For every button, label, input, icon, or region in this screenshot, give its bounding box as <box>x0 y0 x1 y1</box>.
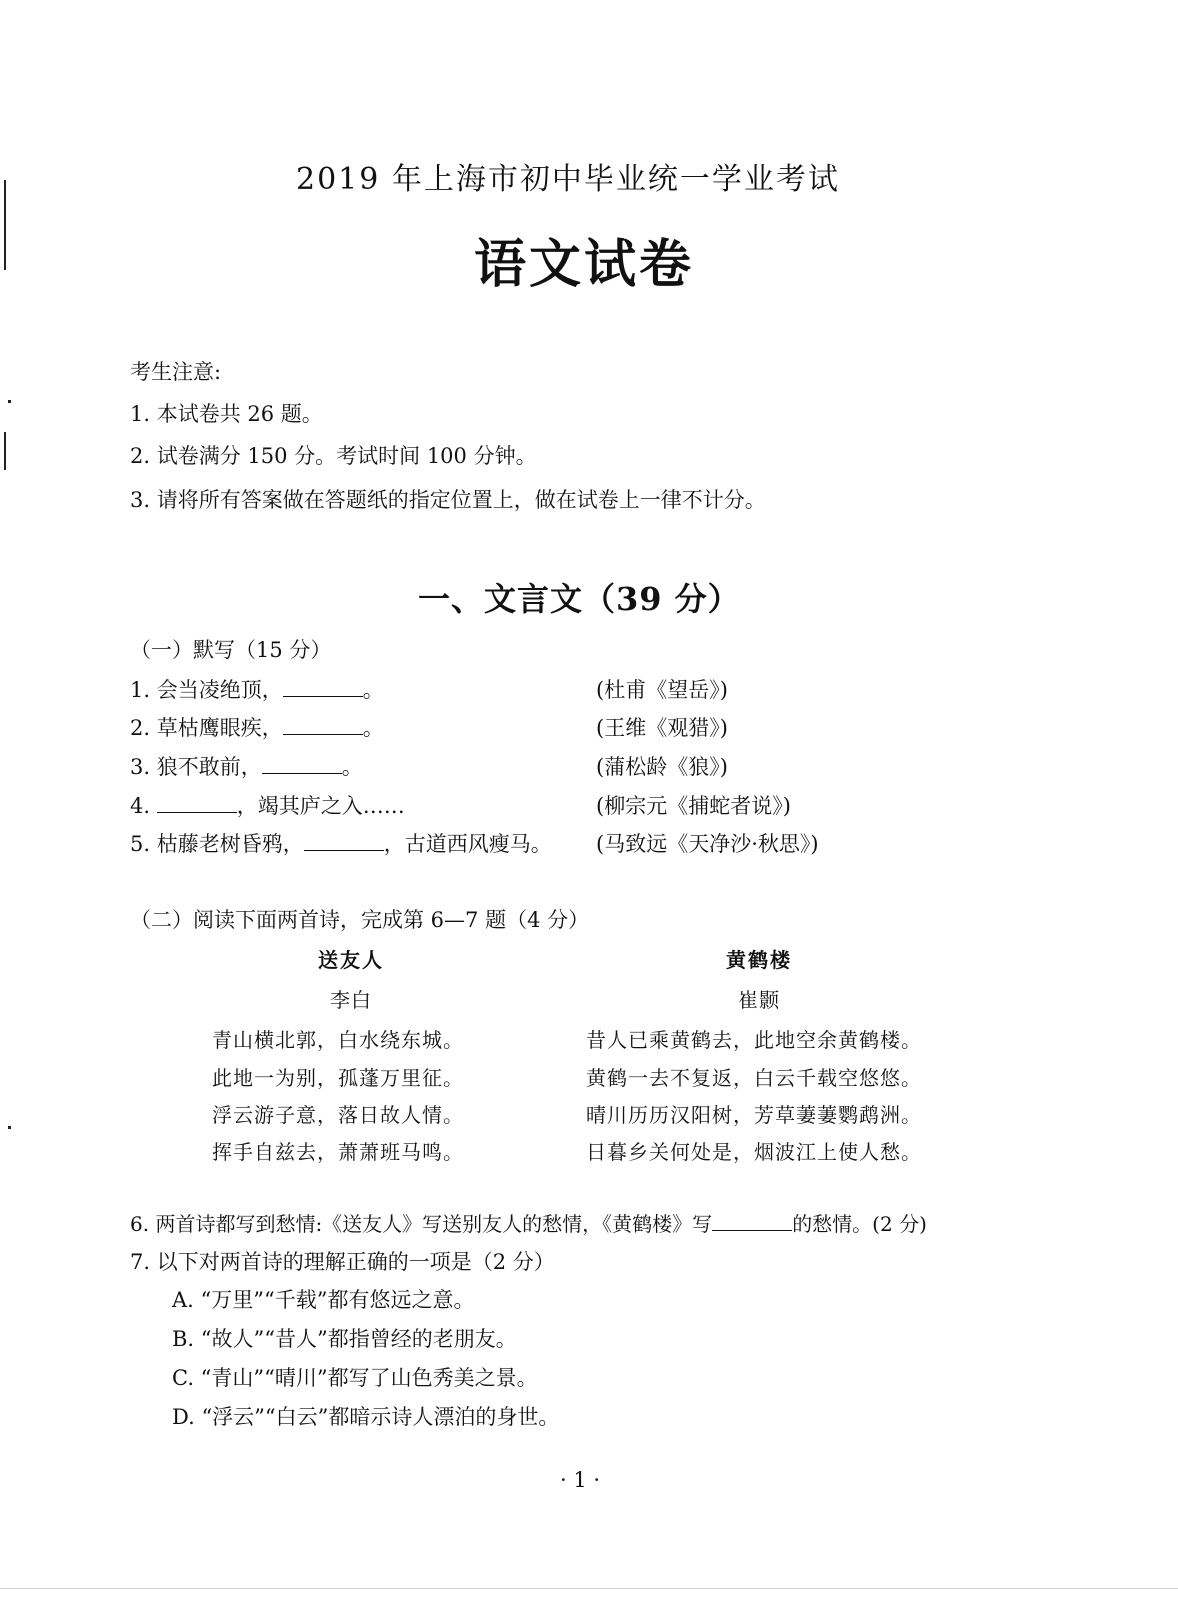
dictation-text: 3. 狼不敢前， <box>130 755 262 779</box>
dictation-text: 1. 会当凌绝顶， <box>130 678 283 702</box>
notice-item: 2. 试卷满分 150 分。考试时间 100 分钟。 <box>130 444 537 468</box>
dictation-item <box>130 828 552 858</box>
poem-line: 此地一为别，孤蓬万里征。 <box>212 1066 464 1090</box>
paper-title: 语文试卷 <box>474 234 695 295</box>
poem-line: 日暮乡关何处是，烟波江上使人愁。 <box>586 1140 922 1164</box>
poem-line: 挥手自兹去，萧萧班马鸣。 <box>212 1140 464 1164</box>
dictation-text: 5. 枯藤老树昏鸦， <box>130 832 304 856</box>
question-option: D. “浮云”“白云”都暗示诗人漂泊的身世。 <box>172 1405 560 1429</box>
question-6 <box>130 1208 927 1237</box>
dictation-source: (王维《观猎》) <box>596 716 728 740</box>
dictation-item <box>130 790 405 820</box>
dictation-source: (马致远《天净沙·秋思》) <box>596 832 819 856</box>
dictation-source: (杜甫《望岳》) <box>596 678 728 702</box>
dictation-source: (蒲松龄《狼》) <box>596 755 728 779</box>
answer-blank <box>283 716 363 735</box>
question-option: A. “万里”“千载”都有悠远之意。 <box>172 1288 475 1312</box>
answer-blank <box>283 678 363 697</box>
dictation-item <box>130 751 363 781</box>
dictation-text: 2. 草枯鹰眼疾， <box>130 716 283 740</box>
question-text: 的愁情。(2 分) <box>792 1212 927 1236</box>
dictation-text: 。 <box>341 755 363 779</box>
answer-blank <box>304 832 384 851</box>
dictation-text: ，竭其庐之入…… <box>236 794 405 818</box>
question-option: B. “故人”“昔人”都指曾经的老朋友。 <box>172 1327 517 1351</box>
scan-mark <box>8 400 11 403</box>
scan-mark <box>4 180 6 270</box>
poem-line: 昔人已乘黄鹤去，此地空余黄鹤楼。 <box>586 1028 922 1052</box>
poem-author: 李白 <box>330 988 372 1012</box>
section-title: 一、文言文（39 分） <box>418 580 741 618</box>
answer-blank <box>262 755 342 774</box>
answer-blank <box>712 1212 792 1231</box>
dictation-source: (柳宗元《捕蛇者说》) <box>596 794 791 818</box>
dictation-item <box>130 712 384 742</box>
answer-blank <box>157 794 237 813</box>
question-text: 6. 两首诗都写到愁情:《送友人》写送别友人的愁情，《黄鹤楼》写 <box>130 1212 713 1236</box>
scan-mark <box>4 432 6 470</box>
poem-line: 浮云游子意，落日故人情。 <box>212 1103 464 1127</box>
notice-heading: 考生注意: <box>130 360 222 384</box>
poem-line: 青山横北郭，白水绕东城。 <box>212 1028 464 1052</box>
question-option: C. “青山”“晴川”都写了山色秀美之景。 <box>172 1366 538 1390</box>
poem-title: 黄鹤楼 <box>726 948 792 972</box>
dictation-text: 。 <box>362 678 384 702</box>
part-heading: （二）阅读下面两首诗，完成第 6—7 题（4 分） <box>130 908 590 932</box>
poem-author: 崔颢 <box>738 988 780 1012</box>
poem-title: 送友人 <box>318 948 384 972</box>
page-number: · 1 · <box>560 1468 601 1492</box>
notice-item: 3. 请将所有答案做在答题纸的指定位置上，做在试卷上一律不计分。 <box>130 488 766 512</box>
poem-line: 黄鹤一去不复返，白云千载空悠悠。 <box>586 1066 922 1090</box>
dictation-item <box>130 674 384 704</box>
exam-title: 2019 年上海市初中毕业统一学业考试 <box>296 162 840 197</box>
dictation-text: 。 <box>362 716 384 740</box>
page-bottom-edge <box>0 1588 1178 1589</box>
scan-mark <box>8 1126 11 1129</box>
poem-line: 晴川历历汉阳树，芳草萋萋鹦鹉洲。 <box>586 1103 922 1127</box>
dictation-text: 4. <box>130 794 157 818</box>
notice-item: 1. 本试卷共 26 题。 <box>130 402 323 426</box>
question-7-stem: 7. 以下对两首诗的理解正确的一项是（2 分） <box>130 1250 555 1274</box>
part-heading: （一）默写（15 分） <box>130 638 332 662</box>
dictation-text: ，古道西风瘦马。 <box>383 832 552 856</box>
